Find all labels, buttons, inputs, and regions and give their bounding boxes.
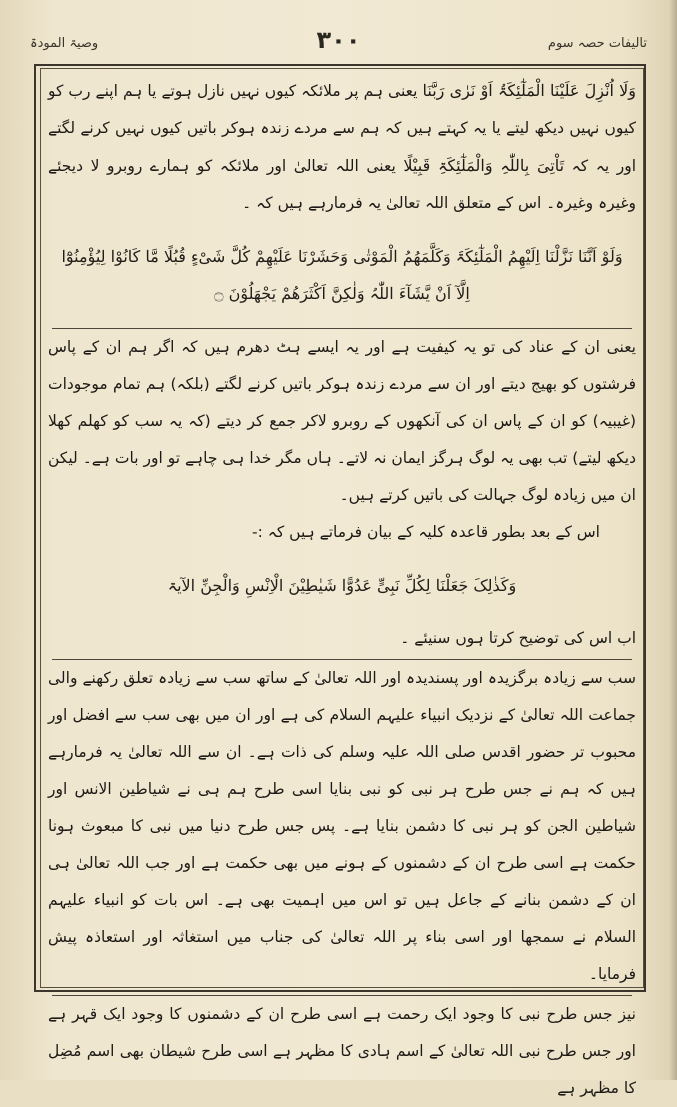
- scan-edge: [669, 0, 677, 1080]
- paragraph-2: یعنی ان کے عناد کی تو یہ کیفیت ہے اور یہ ایسے ہٹ دھرم ہیں کہ اگر ہم ان کے پاس فرشتوں کو بھیج دیتے اور ان سے مردے زندہ ہوکر باتیں کرنے لگتے (بلکہ) ہم تمام موجودات (غیبیہ) کو ان کے پاس ان کی آنکھوں کے روبرو لاکر جمع کر دیتے (کہ یہ سب کو کھلم کھلا دیکھ لیتے) تب بھی یہ لوگ ہرگز ایمان نہ لاتے۔ ہاں مگر خدا ہی چاہے تو اور بات ہے۔ لیکن ان میں زیادہ لوگ جہالت کی باتیں کرتے ہیں۔: [48, 338, 636, 504]
- page-header: [30, 22, 647, 62]
- page-number: ۳۰۰: [316, 26, 361, 54]
- running-chapter: وصیۃ المودۃ: [30, 36, 99, 51]
- paragraph-1-text: یعنی ہم پر ملائکہ کیوں نہیں نازل ہوتے یا ہم اپنے رب کو کیوں نہیں دیکھ لیتے یا یہ کہتے ہیں کہ ہم سے مردے زندہ ہوکر باتیں کیوں نہیں کرنے لگتے اور یہ کہ: [48, 82, 637, 175]
- ayah-block-1: وَلَوْ اَنَّنَا نَزَّلْنَا اِلَیْھِمُ الْمَلٰٓئِکَۃَ وَکَلَّمَھُمُ الْمَوْتٰی وَحَشَرْنَا عَلَیْھِمْ کُلَّ شَیْءٍ قُبُلًا مَّا کَانُوْا لِیُؤْمِنُوْٓا اِلَّآ اَنْ یَّشَآءَ اللّٰہُ وَلٰکِنَّ اَکْثَرَھُمْ یَجْھَلُوْنَ ۝: [61, 247, 623, 303]
- paragraph-3-intro: اس کے بعد بطور قاعدہ کلیہ کے بیان فرماتے ہیں کہ :-: [252, 523, 600, 541]
- paragraph-1: [44, 72, 640, 222]
- running-title: تالیفات حصہ سوم: [547, 36, 647, 51]
- quranic-phrase-2: تَاْتِیَ بِاللّٰہِ وَالْمَلٰٓئِکَۃِ قَبِیْلًا: [403, 156, 565, 175]
- quranic-phrase-1: وَلَا اُنْزِلَ عَلَیْنَا الْمَلٰٓئِکَۃُ اَوْ نَرٰی رَبَّنَا: [422, 81, 637, 100]
- main-text: [44, 72, 640, 1107]
- paragraph-1-text-2: یعنی اللہ تعالیٰ اور ملائکہ کو ہمارے روبرو لا دیجئے وغیرہ وغیرہ۔ اس کے متعلق اللہ تعالیٰ یہ فرمارہے ہیں کہ ۔: [48, 157, 636, 212]
- ayah-block-2: وَکَذٰلِکَ جَعَلْنَا لِکُلِّ نَبِیٍّ عَدُوًّا شَیٰطِیْنَ الْاِنْسِ وَالْجِنِّ الآیۃ: [167, 576, 517, 595]
- paragraph-5: نیز جس طرح نبی کا وجود ایک رحمت ہے اسی طرح ان کے دشمنوں کا وجود ایک قہر ہے اور جس طرح نبی اللہ تعالیٰ کے اسم ہادی کا مظہر ہے اسی طرح شیطان بھی اسم مُضِل کا مظہر ہے: [48, 1005, 636, 1097]
- paragraph-4: سب سے زیادہ برگزیدہ اور پسندیدہ اور اللہ تعالیٰ کے ساتھ سب سے زیادہ تعلق رکھنے والی جماعت اللہ تعالیٰ کے نزدیک انبیاء علیہم السلام کی ہے اور ان میں بھی سب سے افضل اور محبوب تر حضور اقدس صلی اللہ علیہ وسلم کی ذات ہے۔ ان سے اللہ تعالیٰ یہ فرمارہے ہیں کہ ہم نے جس طرح ہر نبی کو نبی بنایا اسی طرح ہم ہی نے شیاطین الانس اور شیاطین الجن کو ہر نبی کا دشمن بنایا ہے۔ پس جس طرح دنیا میں نبی کا مبعوث ہونا حکمت ہے اسی طرح ان کے دشمنوں کے ہونے میں بھی حکمت ہے اور جب اللہ تعالیٰ ہی ان کے دشمن بنانے کے جاعل ہیں تو اس میں اہمیت بھی ہے۔ اس بات کو انبیاء علیہم السلام نے سمجھا اور اسی بناء پر اللہ تعالیٰ کی جناب میں استغاثہ اور استعاذہ پیش فرمایا۔: [48, 669, 636, 983]
- paragraph-3-tail: اب اس کی توضیح کرتا ہوں سنیئے ۔: [400, 629, 636, 647]
